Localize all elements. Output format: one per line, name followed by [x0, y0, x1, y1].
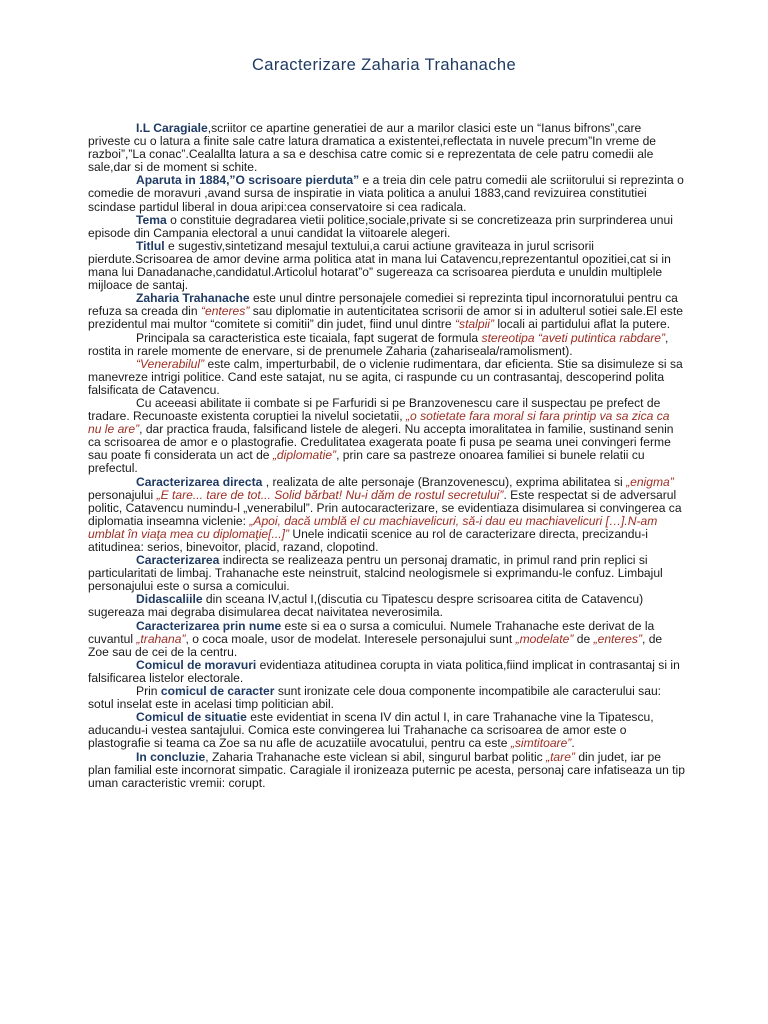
paragraph-text: din judet, iar pe plan familial este incornorat simpatic. Caragiale il ironizeaza puternic pe acesta, personaj care infatiseaza un tip uman caracteristic vremii: corupt.	[88, 749, 685, 790]
paragraph-text: indirecta se realizeaza pentru un personaj dramatic, in primul rand prin replici si particularitati de limbaj. Trahanache este neinstruit, stalcind neologismele si exprimandu-le confuz. Limbajul personajului este o sursa a comicului.	[88, 553, 663, 594]
paragraph	[88, 174, 686, 213]
quoted-phrase: „simtitoare”	[510, 736, 572, 751]
highlighted-term: Aparuta in 1884,”O scrisoare pierduta”	[136, 173, 360, 188]
paragraph	[88, 214, 686, 240]
quoted-phrase: „Apoi, dacă umblă el cu machiavelicuri, să-i dau eu machiavelicuri […].N-am umblat în viaţa mea cu diplomaţie[...]”	[88, 513, 658, 541]
paragraph-text: sau diplomatie in autenticitatea scrisorii de amor si in adulterul sotiei sale.El este prezidentul mai multor “comitete si comitii” din judet, fiind unul dintre	[88, 304, 683, 332]
highlighted-term: In concluzie	[136, 749, 206, 764]
highlighted-term: Caracterizarea prin nume	[136, 618, 282, 633]
quoted-phrase: „E tare... tare de tot... Solid bărbat! Nu-i dăm de rostul secretului”	[156, 487, 504, 502]
paragraph-text: ,scriitor ce apartine generatiei de aur a marilor clasici este un “Ianus bifrons”,care priveste cu o latura a finite sale catre latura dramatica a existentei,reflectata in nuvele precum”In vreme de razboi”,”La conac”.Cealallta latura a sa e deschisa catre comic si e reprezentata de cele patru comedii ale sale,dar si de moment si schite.	[88, 121, 657, 175]
highlighted-term: I.L Caragiale	[136, 121, 208, 135]
quoted-phrase: „o sotietate fara moral si fara printip va sa zica ca nu le are”	[88, 409, 670, 437]
paragraph-text: , rostita in rarele momente de enervare, si de prenumele Zaharia (zaharisealа/ramolisment).	[88, 330, 669, 358]
highlighted-term: Caracterizarea	[136, 553, 220, 568]
paragraph-text: Cu aceeasi abilitate ii combate si pe Farfuridi si pe Branzovenescu care il suspectau pe prefect de tradare. Recunoaste existenta coruptiei la nivelul societatii,	[88, 395, 661, 424]
paragraph-text: Prin	[136, 684, 161, 699]
paragraph-text: e sugestiv,sintetizand mesajul textului,a carui actiune graviteaza in jurul scrisorii pierdute.Scrisoarea de amor devine arma politica atat in mana lui Catavencu,reprezentantul opozitiei,cat si in mana lui Danadanache,candidatul.Articolul hotarat”o” sugereaza ca scrisoarea pierduta e unuldin multiplele mijloace de santaj.	[88, 238, 671, 293]
highlighted-term: Comicul de moravuri	[136, 657, 257, 672]
paragraph-text: Unele indicatii scenice au rol de caracterizare directa, precizandu-i atitudinea: serios, binevoitor, placid, razand, clopotind.	[88, 526, 648, 554]
quoted-phrase: “Venerabilul”	[136, 356, 205, 371]
quoted-phrase: „tare”	[546, 749, 575, 764]
quoted-phrase: stereotipa “aveti putintica rabdare”	[481, 330, 666, 345]
paragraph	[88, 620, 686, 659]
paragraph	[88, 685, 686, 711]
highlighted-term: Caracterizarea directa	[136, 474, 263, 489]
paragraph-text: , o coca moale, usor de modelat. Interesele personajului sunt	[185, 631, 516, 646]
paragraph-text: este unul dintre personajele comediei si reprezinta tipul incornoratului pentru ca refuza sa creada din	[88, 291, 678, 319]
paragraph-text: este evidentiat in scena IV din actul I, in care Trahanache vine la Tipatescu, aducandu-i vestea santajului. Comica este convingerea lui Trahanache ca scrisoarea de amor este o plastografie si teama ca Zoe sa nu afle de acuzatiile avocatului, pentru ca este	[88, 710, 654, 751]
paragraph-text: , Zaharia Trahanache este viclean si abil, singurul barbat politic	[205, 749, 547, 764]
paragraph-text: locali ai partidului aflat la putere.	[493, 317, 671, 332]
paragraph-text: Principala sa caracteristica este ticaiala, fapt sugerat de formula	[136, 330, 482, 345]
quoted-phrase: „enteres”	[593, 631, 642, 646]
paragraph-text: din sceana IV,actul I,(discutia cu Tipatescu despre scrisoarea citita de Catavencu) sugereaza mai degraba disimularea decat naivitatea neverosimila.	[88, 592, 644, 620]
paragraph	[88, 593, 686, 619]
paragraph	[88, 358, 686, 397]
paragraph	[88, 476, 686, 555]
paragraph	[88, 292, 686, 331]
paragraph-text: evidentiaza atitudinea corupta in viata politica,fiind implicat in contrasantaj si in falsificarea listelor electorale.	[88, 657, 680, 685]
paragraph-text: o constituie degradarea vietii politice,sociale,private si se concretizeaza prin surprinderea unui episode din Campania electoral a unui candidat la viitoarele alegeri.	[88, 212, 673, 240]
highlighted-term: Comicul de situatie	[136, 710, 247, 725]
highlighted-term: Zaharia Trahanache	[136, 291, 250, 306]
paragraph	[88, 397, 686, 476]
highlighted-term: Didascaliile	[136, 592, 203, 607]
paragraph-text: personajului	[88, 487, 157, 502]
document-title: Caracterizare Zaharia Trahanache	[251, 56, 517, 74]
paragraph-text: , prin care sa pastreze onoarea familiei si bunele relatii cu prefectul.	[88, 448, 645, 476]
paragraph	[88, 122, 686, 174]
document-body	[88, 122, 686, 790]
quoted-phrase: “stalpii”	[455, 317, 494, 332]
paragraph	[88, 751, 686, 790]
quoted-phrase: „trahana”	[136, 631, 186, 646]
paragraph-text: . Este respectat si de adversarul politic, Catavencu numindu-l „venerabilul”. Prin autocaracterizare, se evidentiaza disimularea si convingerea ca diplomatia inseamna viclenie:	[88, 487, 682, 528]
paragraph-text: este si ea o sursa a comicului. Numele Trahanache este derivat de la cuvantul	[88, 618, 655, 646]
highlighted-term: comicul de caracter	[160, 684, 275, 699]
paragraph	[88, 659, 686, 685]
quoted-phrase: „enigma”	[626, 474, 674, 489]
quoted-phrase: „modelate”	[515, 631, 574, 646]
quoted-phrase: “enteres”	[200, 304, 250, 319]
paragraph-text: .	[571, 736, 575, 751]
paragraph-text: de	[573, 631, 594, 646]
paragraph-text: , dar practica frauda, falsificand listele de alegeri. Nu accepta imoralitatea in familie, sustinand senin ca scrisoarea de amor e o plastografie. Credulitatea exagerata poate fi pusa pe seama unei convingeri ferme sau poate fi considerata un act de	[88, 422, 674, 463]
paragraph-text: e a treia din cele patru comedii ale scriitorului si reprezinta o comedie de moravuri ,avand sursa de inspiratie in viata politica a anului 1883,cand revizuirea constitutiei scindase partidul liberal in doua aripi:cea conservatoire si cea radicala.	[88, 173, 684, 214]
paragraph	[88, 332, 686, 358]
paragraph	[88, 240, 686, 292]
paragraph-text: , realizata de alte personaje (Branzovenescu), exprima abilitatea si	[262, 474, 627, 489]
paragraph-text: este calm, imperturbabil, de o viclenie rudimentara, dar eficienta. Stie sa disimuleze si sa manevreze intrigi politice. Cand este satajat, nu se agita, ci raspunde cu un contrasantaj, descoperind polita falsificata de Catavencu.	[88, 356, 683, 397]
quoted-phrase: „diplomatie”	[272, 448, 337, 463]
highlighted-term: Titlul	[136, 238, 165, 253]
paragraph-text: sunt ironizate cele doua componente incompatibile ale caracterului sau: sotul inselat este in acelasi timp politician abil.	[88, 684, 662, 712]
paragraph	[88, 711, 686, 750]
paragraph	[88, 554, 686, 593]
highlighted-term: Tema	[136, 212, 167, 227]
paragraph-text: , de Zoe sau de cei de la centru.	[88, 631, 663, 659]
